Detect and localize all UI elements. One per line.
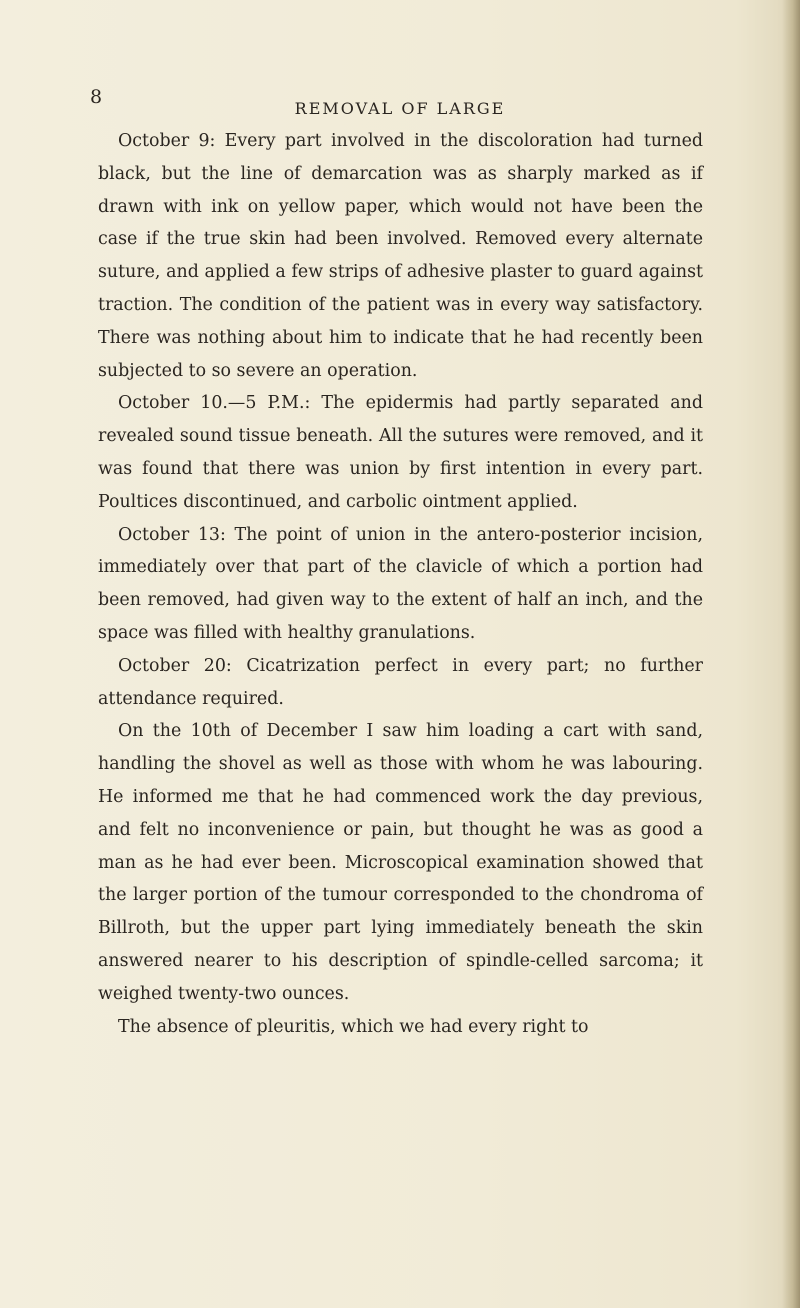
- page-edge-shadow: [782, 0, 800, 1308]
- paragraph-october-9: October 9: Every part involved in the discoloration had turned black, but the line of demarcation was as sharply marked as if drawn with ink on yellow paper, which would not have been the case if the true skin had been involved. Removed every alternate suture, and applied a few strips of adhesive plaster to guard against traction. The condition of the patient was in every way satisfactory. There was nothing about him to indicate that he had recently been subjected to so severe an operation.: [98, 131, 703, 381]
- paragraph-october-20: October 20: Cicatrization perfect in every part; no further attendance required.: [98, 655, 703, 709]
- paragraph-october-13: October 13: The point of union in the antero-posterior incision, immediately over that part of the clavicle of which a portion had been removed, had given way to the extent of half an inch, and the space was filled with healthy granulations.: [98, 524, 703, 643]
- running-head: REMOVAL OF LARGE: [294, 99, 506, 118]
- body-text: [98, 125, 703, 1043]
- paragraph-absence-of-pleuritis: The absence of pleuritis, which we had every right to: [118, 1016, 589, 1037]
- paragraph-december-10: On the 10th of December I saw him loading a cart with sand, handling the shovel as well as those with whom he was labouring. He informed me that he had commenced work the day previous, and felt no inconvenience or pain, but thought he was as good a man as he had ever been. Microscopical examination showed that the larger portion of the tumour corresponded to the chondroma of Billroth, but the upper part lying immediately beneath the skin answered nearer to his description of spindle-celled sarcoma; it weighed twenty-two ounces.: [98, 721, 703, 1004]
- paragraph-october-10: October 10.—5 P.M.: The epidermis had partly separated and revealed sound tissue beneath. All the sutures were removed, and it was found that there was union by first intention in every part. Poultices discontinued, and carbolic ointment applied.: [98, 393, 703, 512]
- page-number: 8: [90, 86, 103, 108]
